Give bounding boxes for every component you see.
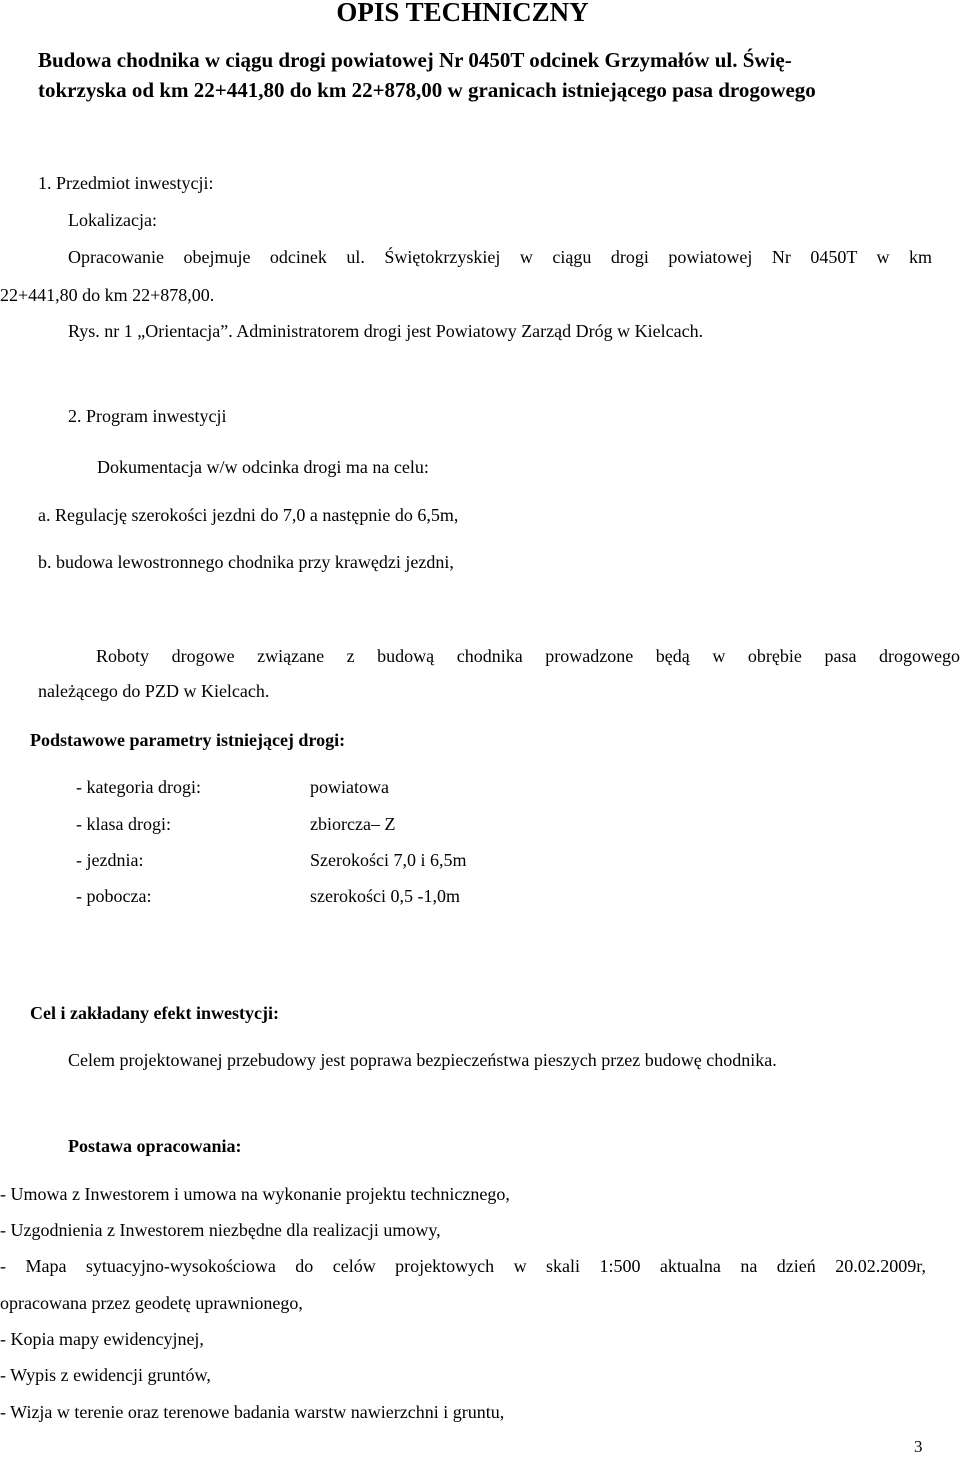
param-value-shoulders: szerokości 0,5 -1,0m xyxy=(310,886,460,906)
goal-text: Celem projektowanej przebudowy jest poprawa bezpieczeństwa pieszych przez budowę chodnika. xyxy=(68,1050,777,1070)
location-paragraph-line-1: Opracowanie obejmuje odcinek ul. Świętokrzyskiej w ciągu drogi powiatowej Nr 0450T w km xyxy=(68,247,932,267)
section-1-heading: 1. Przedmiot inwestycji: xyxy=(38,173,214,193)
param-label-shoulders: - pobocza: xyxy=(76,886,152,906)
roboty-paragraph-line-1: Roboty drogowe związane z budową chodnika prowadzone będą w obrębie pasa drogowego xyxy=(96,646,960,666)
document-title: OPIS TECHNICZNY xyxy=(336,0,589,27)
basis-item-4: - Kopia mapy ewidencyjnej, xyxy=(0,1329,204,1349)
basis-item-2: - Uzgodnienia z Inwestorem niezbędne dla realizacji umowy, xyxy=(0,1220,441,1240)
document-subtitle-line-2: tokrzyska od km 22+441,80 do km 22+878,00 w granicach istniejącego pasa drogowego xyxy=(38,78,816,102)
param-value-class: zbiorcza– Z xyxy=(310,814,396,834)
program-item-a: a. Regulację szerokości jezdni do 7,0 a następnie do 6,5m, xyxy=(38,505,459,525)
parameters-heading: Podstawowe parametry istniejącej drogi: xyxy=(30,730,346,750)
program-item-b: b. budowa lewostronnego chodnika przy krawędzi jezdni, xyxy=(38,552,454,572)
location-paragraph-line-3: Rys. nr 1 „Orientacja”. Administratorem drogi jest Powiatowy Zarząd Dróg w Kielcach. xyxy=(68,321,704,341)
param-value-roadway: Szerokości 7,0 i 6,5m xyxy=(310,850,467,870)
param-label-roadway: - jezdnia: xyxy=(76,850,144,870)
basis-item-3-line-2: opracowana przez geodetę uprawnionego, xyxy=(0,1293,303,1313)
param-value-category: powiatowa xyxy=(310,777,389,797)
basis-item-1: - Umowa z Inwestorem i umowa na wykonanie projektu technicznego, xyxy=(0,1184,510,1204)
program-intro: Dokumentacja w/w odcinka drogi ma na celu: xyxy=(97,457,429,477)
location-label: Lokalizacja: xyxy=(68,210,157,230)
basis-item-3-line-1: - Mapa sytuacyjno-wysokościowa do celów projektowych w skali 1:500 aktualna na dzień 20.02.2009r, xyxy=(0,1256,926,1276)
param-label-class: - klasa drogi: xyxy=(76,814,171,834)
document-subtitle-line-1: Budowa chodnika w ciągu drogi powiatowej Nr 0450T odcinek Grzymałów ul. Świę- xyxy=(38,48,792,72)
basis-heading: Postawa opracowania: xyxy=(68,1136,242,1156)
param-label-category: - kategoria drogi: xyxy=(76,777,201,797)
location-paragraph-line-2: 22+441,80 do km 22+878,00. xyxy=(0,285,215,305)
roboty-paragraph-line-2: należącego do PZD w Kielcach. xyxy=(38,681,270,701)
goal-heading: Cel i zakładany efekt inwestycji: xyxy=(30,1003,279,1023)
page-number: 3 xyxy=(914,1437,923,1456)
basis-item-5: - Wypis z ewidencji gruntów, xyxy=(0,1365,211,1385)
basis-item-6: - Wizja w terenie oraz terenowe badania warstw nawierzchni i gruntu, xyxy=(0,1402,505,1422)
section-2-heading: 2. Program inwestycji xyxy=(68,406,227,426)
